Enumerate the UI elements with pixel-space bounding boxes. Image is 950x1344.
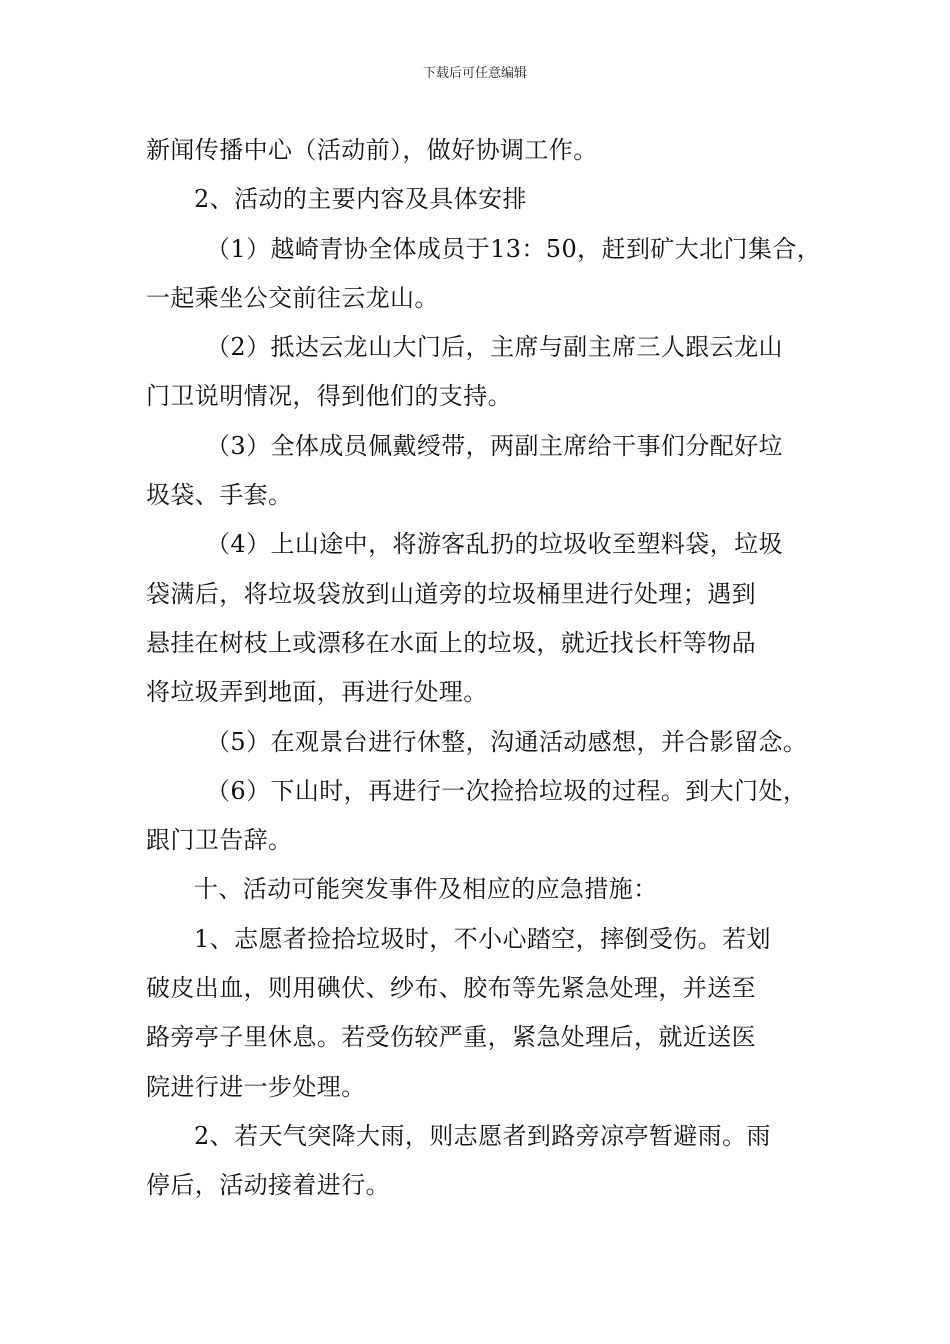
paragraph-line: 2、若天气突降大雨，则志愿者到路旁凉亭暂避雨。雨	[194, 1121, 771, 1150]
document-body	[146, 126, 822, 1211]
page-header: 下载后可任意编辑	[422, 66, 527, 81]
paragraph-line: （3）全体成员佩戴绶带，两副主席给干事们分配好垃	[206, 431, 783, 460]
paragraph-line: 路旁亭子里休息。若受伤较严重，紧急处理后，就近送医	[146, 1023, 756, 1052]
paragraph-line: （5）在观景台进行休整，沟通活动感想，并合影留念。	[206, 727, 808, 756]
section-heading: 十、活动可能突发事件及相应的应急措施：	[194, 875, 658, 904]
paragraph-line: 院进行进一步处理。	[146, 1072, 366, 1101]
paragraph-line: 门卫说明情况，得到他们的支持。	[146, 382, 512, 411]
paragraph-line: 停后，活动接着进行。	[146, 1171, 390, 1200]
paragraph-line: 1、志愿者捡拾垃圾时，不小心踏空，摔倒受伤。若划	[194, 924, 771, 953]
paragraph-line: 破皮出血，则用碘伏、纱布、胶布等先紧急处理，并送至	[146, 974, 756, 1003]
paragraph-line: （2）抵达云龙山大门后，主席与副主席三人跟云龙山	[206, 333, 783, 362]
paragraph-line: 将垃圾弄到地面，再进行处理。	[146, 678, 488, 707]
paragraph-line: 悬挂在树枝上或漂移在水面上的垃圾，就近找长杆等物品	[146, 628, 756, 657]
section-heading: 2、活动的主要内容及具体安排	[194, 185, 527, 214]
paragraph-line: 圾袋、手套。	[146, 481, 293, 510]
paragraph-line: （6）下山时，再进行一次捡拾垃圾的过程。到大门处，	[206, 776, 808, 805]
paragraph-line: 跟门卫告辞。	[146, 826, 293, 855]
paragraph-line: 袋满后，将垃圾袋放到山道旁的垃圾桶里进行处理；遇到	[146, 579, 756, 608]
paragraph-line: （1）越崎青协全体成员于13：50，赶到矿大北门集合，	[206, 234, 822, 263]
paragraph-line: （4）上山途中，将游客乱扔的垃圾收至塑料袋，垃圾	[206, 530, 783, 559]
paragraph-line: 一起乘坐公交前往云龙山。	[146, 283, 439, 312]
paragraph-line: 新闻传播中心（活动前），做好协调工作。	[146, 136, 598, 164]
